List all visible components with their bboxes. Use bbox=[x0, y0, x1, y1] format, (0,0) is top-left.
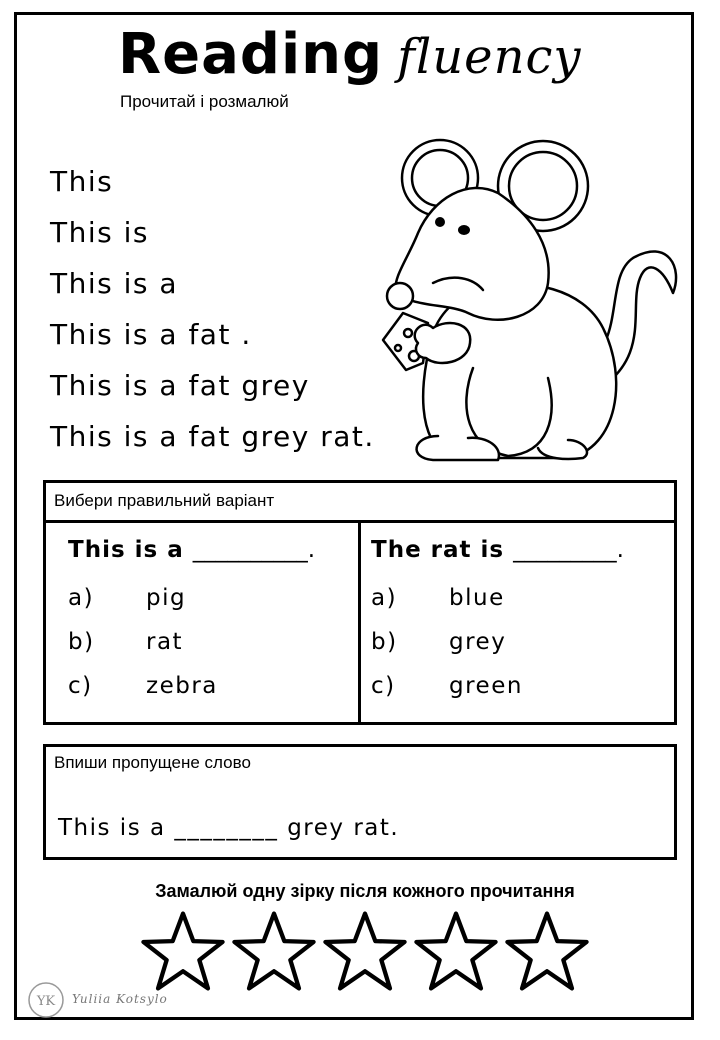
star-icon[interactable] bbox=[322, 910, 408, 992]
title-main: Reading bbox=[118, 22, 384, 87]
option-text: zebra bbox=[146, 673, 218, 699]
page-title bbox=[118, 20, 581, 92]
option-label: a) bbox=[68, 585, 95, 611]
option-text: blue bbox=[449, 585, 505, 611]
stars-instruction: Замалюй одну зірку після кожного прочитання bbox=[155, 881, 575, 901]
answer-option[interactable] bbox=[68, 629, 183, 655]
answer-option[interactable] bbox=[68, 673, 218, 699]
reading-line: This is bbox=[50, 216, 149, 249]
reading-line: This is a bbox=[50, 267, 179, 300]
option-label: c) bbox=[68, 673, 93, 699]
answer-option[interactable] bbox=[371, 673, 523, 699]
fill-in-header: Впиши пропущене слово bbox=[54, 753, 251, 772]
star-icon[interactable] bbox=[140, 910, 226, 992]
question-column-1 bbox=[46, 523, 361, 722]
question-blank[interactable]: _________. bbox=[513, 537, 624, 563]
fill-in-sentence[interactable]: This is a ________ grey rat. bbox=[58, 815, 400, 841]
question-text: The rat is bbox=[371, 537, 505, 563]
logo-text: YK bbox=[36, 994, 56, 1009]
star-icon[interactable] bbox=[413, 910, 499, 992]
option-text: rat bbox=[146, 629, 184, 655]
fill-in-box bbox=[43, 744, 677, 860]
option-label: c) bbox=[371, 673, 396, 699]
option-label: b) bbox=[68, 629, 95, 655]
option-text: grey bbox=[449, 629, 507, 655]
answer-option[interactable] bbox=[371, 585, 505, 611]
star-icon[interactable] bbox=[504, 910, 590, 992]
author-logo-icon bbox=[26, 980, 66, 1020]
stars-row bbox=[140, 910, 590, 990]
question-prompt bbox=[371, 537, 624, 563]
question-blank[interactable]: __________. bbox=[192, 537, 316, 563]
page-subtitle: Прочитай і розмалюй bbox=[120, 92, 289, 111]
reading-line: This bbox=[50, 165, 114, 198]
question-column-2 bbox=[361, 523, 674, 722]
star-icon[interactable] bbox=[231, 910, 317, 992]
title-script: fluency bbox=[397, 29, 582, 85]
question-text: This is a bbox=[68, 537, 184, 563]
reading-line: This is a fat . bbox=[50, 318, 252, 351]
option-label: a) bbox=[371, 585, 398, 611]
multiple-choice-box bbox=[43, 480, 677, 725]
reading-line: This is a fat grey bbox=[50, 369, 310, 402]
multiple-choice-header: Вибери правильний варіант bbox=[46, 483, 674, 523]
option-text: green bbox=[449, 673, 523, 699]
question-prompt bbox=[68, 537, 315, 563]
author-signature: Yuliia Kotsylo bbox=[72, 992, 168, 1006]
reading-lines bbox=[50, 160, 375, 466]
answer-option[interactable] bbox=[68, 585, 186, 611]
reading-line: This is a fat grey rat. bbox=[50, 420, 375, 453]
mouse-illustration bbox=[378, 118, 688, 478]
answer-option[interactable] bbox=[371, 629, 506, 655]
option-text: pig bbox=[146, 585, 187, 611]
option-label: b) bbox=[371, 629, 398, 655]
